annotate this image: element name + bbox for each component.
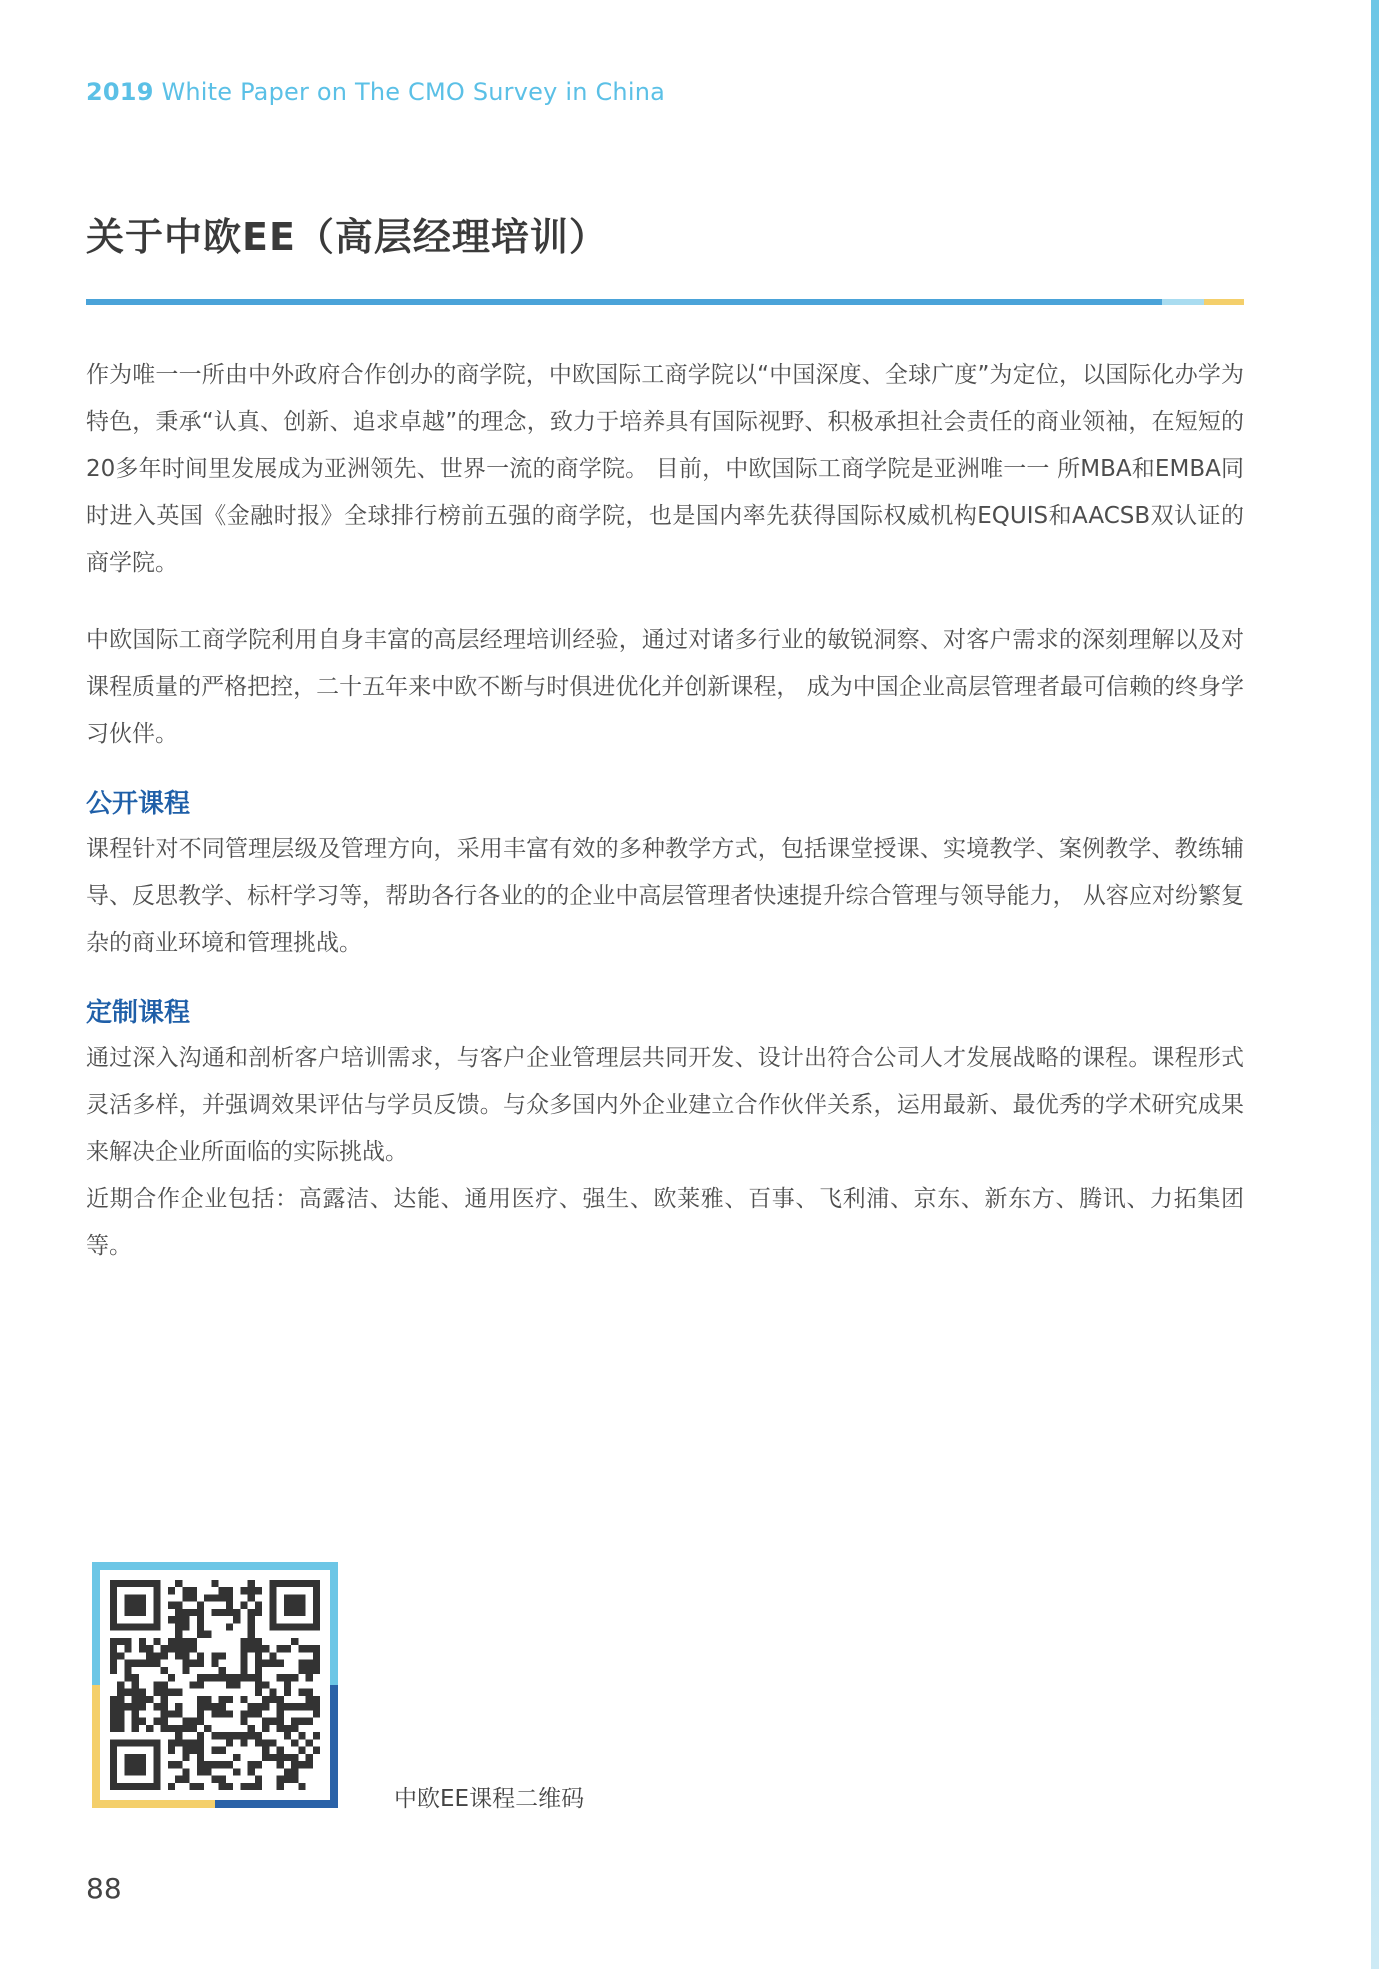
page-edge-accent [1371,0,1379,1969]
title-divider [86,299,1244,305]
body-content [86,352,1244,1270]
qr-code-block[interactable] [92,1562,338,1808]
intro-paragraph: 作为唯一一所由中外政府合作创办的商学院，中欧国际工商学院以“中国深度、全球广度”为定位，以国际化办学为特色，秉承“认真、创新、追求卓越”的理念，致力于培养具有国际视野、积极承担社会责任的商业领袖，在短短的20多年时间里发展成为亚洲领先、世界一流的商学院。 目前，中欧国际工商学院是亚洲唯一一 所MBA和EMBA同时进入英国《金融时报》全球排行榜前五强的商学院，也是国内率先获得国际权威机构EQUIS和AACSB双认证的商学院。 [86,362,1244,576]
section-heading-open-courses: 公开课程 [86,789,191,819]
page-number: 88 [86,1872,122,1905]
ee-paragraph: 中欧国际工商学院利用自身丰富的高层经理培训经验，通过对诸多行业的敏锐洞察、对客户需求的深刻理解以及对课程质量的严格把控，二十五年来中欧不断与时俱进优化并创新课程， 成为中国企业高层管理者最可信赖的终身学习伙伴。 [86,627,1244,747]
running-header-title: White Paper on The CMO Survey in China [161,78,666,106]
qr-code-image [110,1580,320,1790]
running-header [86,78,665,106]
section-text-open-courses: 课程针对不同管理层级及管理方向，采用丰富有效的多种教学方式，包括课堂授课、实境教学、案例教学、教练辅导、反思教学、标杆学习等，帮助各行各业的的企业中高层管理者快速提升综合管理与领导能力， 从容应对纷繁复杂的商业环境和管理挑战。 [86,836,1244,956]
running-header-year: 2019 [86,78,154,106]
partners-list: 近期合作企业包括：高露洁、达能、通用医疗、强生、欧莱雅、百事、飞利浦、京东、新东方、腾讯、力拓集团等。 [86,1186,1244,1259]
qr-caption: 中欧EE课程二维码 [394,1786,585,1812]
section-heading-custom-courses: 定制课程 [86,998,191,1028]
section-text-custom-courses: 通过深入沟通和剖析客户培训需求，与客户企业管理层共同开发、设计出符合公司人才发展战略的课程。课程形式灵活多样，并强调效果评估与学员反馈。与众多国内外企业建立合作伙伴关系，运用最新、最优秀的学术研究成果来解决企业所面临的实际挑战。 [86,1045,1244,1165]
page-title: 关于中欧EE（高层经理培训） [86,215,608,259]
